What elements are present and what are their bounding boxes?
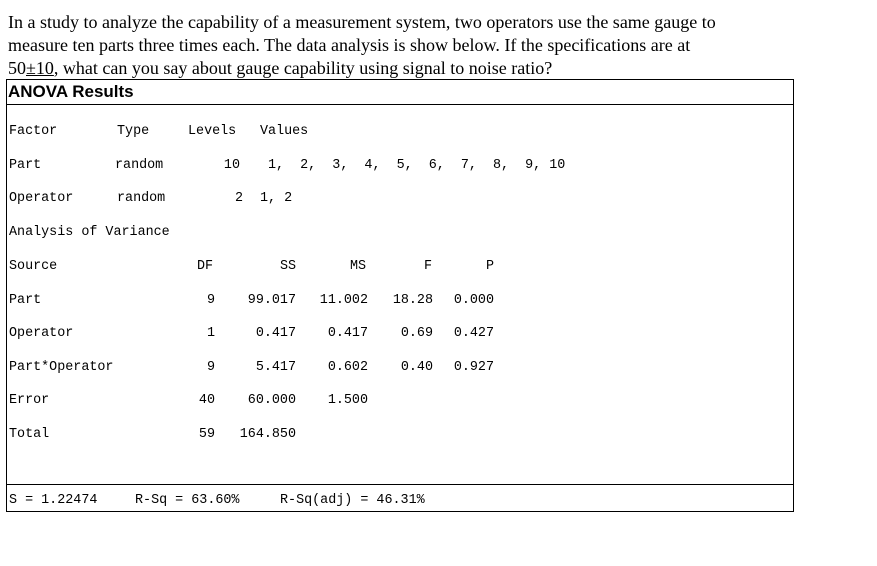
table-row-part-f: 18.28 <box>392 293 433 308</box>
table-row-part-source: Part <box>9 293 42 308</box>
table-header-df: DF <box>197 259 214 274</box>
table-row-total-ss: 164.850 <box>239 427 296 442</box>
table-row-operator-df: 1 <box>206 326 215 341</box>
table-row-total-df: 59 <box>198 427 215 442</box>
summary-r-sq-adj: R-Sq(adj) = 46.31% <box>280 493 425 508</box>
table-row-interaction-ss: 5.417 <box>255 360 296 375</box>
question-text <box>8 11 808 80</box>
analysis-of-variance-label: Analysis of Variance <box>9 225 170 240</box>
table-row-part-ms: 11.002 <box>319 293 368 308</box>
table-row-operator-source: Operator <box>9 326 74 341</box>
table-row-operator-ms: 0.417 <box>327 326 368 341</box>
question-line-2: measure ten parts three times each. The data analysis is show below. If the specifications are at <box>8 35 691 55</box>
question-line-1: In a study to analyze the capability of a measurement system, two operators use the same gauge to <box>8 12 716 32</box>
factor-row-part-name: Part <box>9 158 42 173</box>
table-row-error-df: 40 <box>198 393 215 408</box>
spec-target: 50 <box>8 58 26 78</box>
table-row-operator-p: 0.427 <box>453 326 494 341</box>
factor-row-part-values: 1, 2, 3, 4, 5, 6, 7, 8, 9, 10 <box>268 158 566 173</box>
table-row-part-ss: 99.017 <box>247 293 296 308</box>
table-row-part-p: 0.000 <box>453 293 494 308</box>
factor-row-operator-name: Operator <box>9 191 74 206</box>
factor-row-operator-values: 1, 2 <box>260 191 293 206</box>
table-row-total-source: Total <box>9 427 50 442</box>
table-header-ss: SS <box>279 259 297 274</box>
table-row-operator-f: 0.69 <box>400 326 433 341</box>
table-row-interaction-ms: 0.602 <box>327 360 368 375</box>
table-row-interaction-f: 0.40 <box>400 360 433 375</box>
table-header-p: P <box>485 259 495 274</box>
table-row-error-ms: 1.500 <box>327 393 368 408</box>
title-divider <box>6 104 794 105</box>
summary-divider <box>6 484 794 485</box>
factor-row-operator-type: random <box>117 191 166 206</box>
question-line-3-rest: , what can you say about gauge capability using signal to noise ratio? <box>53 58 553 78</box>
table-header-f: F <box>423 259 433 274</box>
table-row-error-ss: 60.000 <box>247 393 296 408</box>
factor-row-operator-levels: 2 <box>234 191 243 206</box>
factor-row-part-levels: 10 <box>223 158 240 173</box>
factor-header-levels: Levels <box>188 124 237 139</box>
factor-header-values: Values <box>260 124 309 139</box>
table-row-error-source: Error <box>9 393 50 408</box>
factor-header-type: Type <box>117 124 150 139</box>
table-row-interaction-df: 9 <box>206 360 215 375</box>
table-row-operator-ss: 0.417 <box>255 326 296 341</box>
table-header-source: Source <box>9 259 58 274</box>
table-row-part-df: 9 <box>206 293 215 308</box>
factor-row-part-type: random <box>115 158 164 173</box>
anova-title: ANOVA Results <box>8 82 134 101</box>
table-row-interaction-source: Part*Operator <box>9 360 114 375</box>
summary-s: S = 1.22474 <box>9 493 98 508</box>
spec-tolerance: ±10 <box>26 58 54 78</box>
table-row-interaction-p: 0.927 <box>453 360 494 375</box>
table-header-ms: MS <box>349 259 367 274</box>
question-line-3 <box>8 57 808 80</box>
summary-r-sq: R-Sq = 63.60% <box>135 493 240 508</box>
factor-header-factor: Factor <box>9 124 58 139</box>
